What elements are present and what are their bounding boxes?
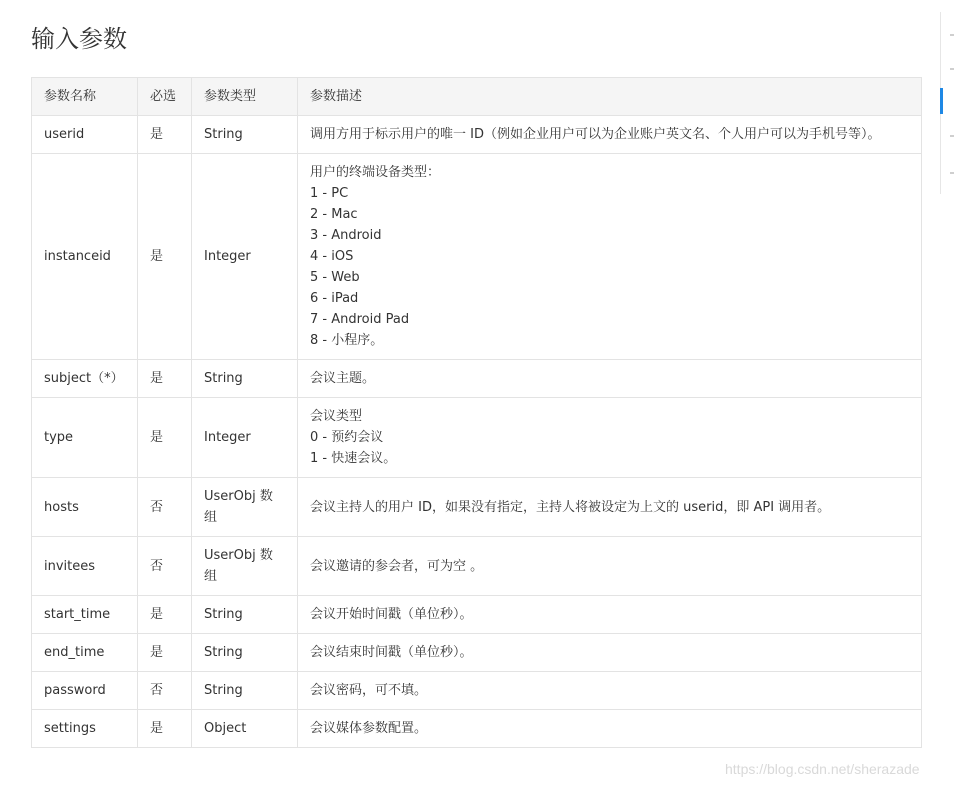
param-desc-cell [298,672,922,710]
param-desc-cell [298,537,922,596]
page-title: 输入参数 [31,25,127,53]
params-table [31,77,922,748]
table-row [32,154,922,360]
required-cell: 是 [138,710,192,748]
desc-line: 6 - iPad [310,291,359,306]
param-name-cell: settings [32,710,138,748]
required-cell: 是 [138,596,192,634]
param-type-cell: String [192,634,298,672]
desc-line: 会议主题。 [310,371,376,386]
desc-line: 7 - Android Pad [310,312,410,327]
required-cell: 是 [138,154,192,360]
header-param-type: 参数类型 [192,78,298,116]
desc-line: 1 - PC [310,186,349,201]
toc-active-marker [940,88,943,114]
desc-line: 会议开始时间戳（单位秒）。 [310,607,473,622]
desc-line: 会议密码，可不填。 [310,683,428,698]
desc-line: 2 - Mac [310,207,358,222]
table-header [32,78,922,116]
param-type-cell: Object [192,710,298,748]
param-name-cell: invitees [32,537,138,596]
required-cell: 否 [138,672,192,710]
param-desc-cell [298,360,922,398]
table-row [32,116,922,154]
desc-line: 用户的终端设备类型： [310,165,441,180]
desc-line: 1 - 快速会议。 [310,451,397,466]
param-type-cell: String [192,360,298,398]
toc-item-marker[interactable] [950,34,954,36]
param-type-cell: String [192,672,298,710]
required-cell: 是 [138,398,192,478]
param-type-cell: UserObj 数组 [192,537,298,596]
table-row [32,710,922,748]
param-name-cell: end_time [32,634,138,672]
toc-item-marker[interactable] [950,135,954,137]
param-type-cell: String [192,596,298,634]
table-row [32,596,922,634]
desc-line: 4 - iOS [310,249,354,264]
table-row [32,672,922,710]
table-row [32,398,922,478]
required-cell: 否 [138,537,192,596]
param-name-cell: subject（*） [32,360,138,398]
required-cell: 是 [138,116,192,154]
param-desc-cell [298,596,922,634]
param-desc-cell [298,116,922,154]
param-desc-cell [298,710,922,748]
param-desc-cell [298,398,922,478]
header-param-desc: 参数描述 [298,78,922,116]
param-name-cell: start_time [32,596,138,634]
required-cell: 是 [138,634,192,672]
param-name-cell: type [32,398,138,478]
param-desc-cell [298,478,922,537]
desc-line: 0 - 预约会议 [310,430,384,445]
desc-line: 会议邀请的参会者，可为空 。 [310,558,484,574]
desc-line: 3 - Android [310,228,382,243]
table-row [32,478,922,537]
header-param-name: 参数名称 [32,78,138,116]
required-cell: 是 [138,360,192,398]
param-desc-cell [298,154,922,360]
toc-item-marker[interactable] [950,68,954,70]
param-type-cell: UserObj 数组 [192,478,298,537]
desc-line: 会议主持人的用户 ID，如果没有指定，主持人将被设定为上文的 userid，即 API 调用者。 [310,499,831,515]
table-row [32,634,922,672]
desc-line: 调用方用于标示用户的唯一 ID（例如企业用户可以为企业账户英文名、个人用户可以为手机号等）。 [310,127,881,142]
desc-line: 5 - Web [310,270,360,285]
param-name-cell: instanceid [32,154,138,360]
desc-line: 8 - 小程序。 [310,333,384,348]
param-type-cell: Integer [192,398,298,478]
toc-item-marker[interactable] [950,172,954,174]
desc-line: 会议结束时间戳（单位秒）。 [310,645,473,660]
table-row [32,360,922,398]
header-row [32,78,922,116]
param-desc-cell [298,634,922,672]
param-type-cell: String [192,116,298,154]
param-name-cell: userid [32,116,138,154]
desc-line: 会议类型 [310,409,363,424]
required-cell: 否 [138,478,192,537]
table-row [32,537,922,596]
param-type-cell: Integer [192,154,298,360]
param-name-cell: password [32,672,138,710]
desc-line: 会议媒体参数配置。 [310,721,428,736]
param-name-cell: hosts [32,478,138,537]
header-required: 必选 [138,78,192,116]
watermark: https://blog.csdn.net/sherazade [725,761,920,777]
table-body [32,116,922,748]
